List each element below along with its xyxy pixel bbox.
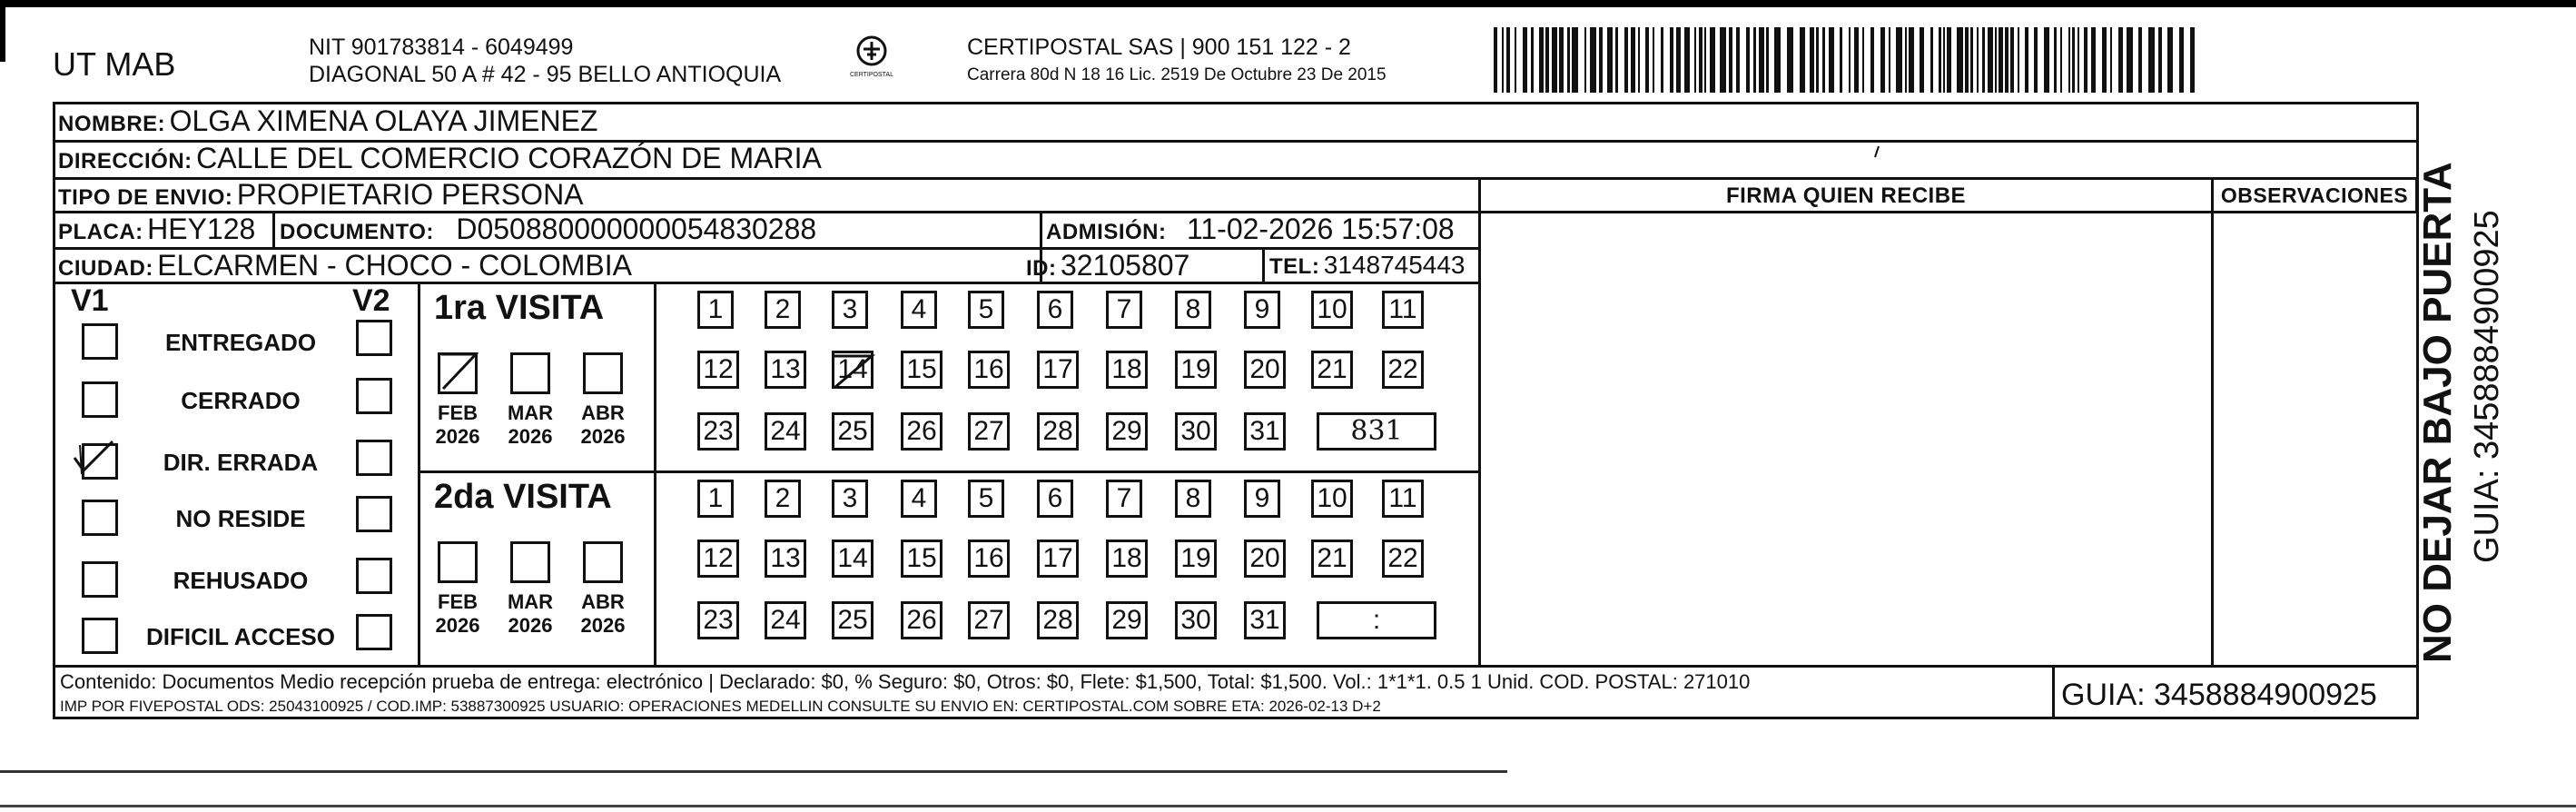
barcode-bar (1607, 27, 1613, 93)
day-box[interactable]: 10 (1311, 480, 1353, 518)
day-box[interactable]: 21 (1311, 351, 1353, 389)
barcode-bar (1502, 27, 1504, 93)
side-guia-wrap (2468, 109, 2513, 563)
barcode-bar (1653, 27, 1654, 93)
month-name: MAR (507, 401, 554, 424)
documento-value: D050880000000054830288 (456, 213, 817, 245)
barcode-bar (1736, 27, 1740, 93)
day-box[interactable]: 25 (832, 601, 873, 639)
barcode-bar (1699, 27, 1703, 93)
barcode-bar (1862, 27, 1864, 93)
barcode-bar (2084, 27, 2087, 93)
barcode-bar (1645, 27, 1649, 93)
tipo-row (58, 178, 584, 212)
month-year: 2026 (435, 425, 480, 448)
barcode-bar (1943, 27, 1945, 93)
day-box[interactable]: 12 (697, 351, 739, 389)
v2-label: V2 (352, 283, 390, 318)
day-box[interactable]: 6 (1037, 480, 1073, 518)
id-label: ID: (1026, 256, 1057, 281)
day-box[interactable]: 13 (765, 540, 806, 578)
month-name: ABR (581, 401, 625, 424)
month-year: 2026 (508, 425, 553, 448)
direccion-value: CALLE DEL COMERCIO CORAZÓN DE MARIA (196, 142, 822, 174)
documento-label: DOCUMENTO: (280, 220, 434, 244)
time-box[interactable]: : (1317, 601, 1436, 639)
admision-row (1046, 213, 1455, 246)
left-edge (0, 7, 5, 62)
status-option-label: ENTREGADO (164, 329, 317, 356)
day-box[interactable]: 18 (1106, 540, 1148, 578)
admision-value: 11-02-2026 15:57:08 (1186, 213, 1455, 245)
certipostal-logo (849, 33, 894, 78)
barcode-bar (1572, 27, 1578, 93)
month-checkbox[interactable] (438, 352, 478, 394)
day-box[interactable]: 31 (1244, 601, 1286, 639)
day-box[interactable]: 5 (968, 291, 1004, 329)
footer-guia: GUIA: 3458884900925 (2061, 678, 2377, 712)
day-box[interactable]: 26 (901, 601, 943, 639)
barcode-bar (1552, 27, 1557, 93)
id-value: 32105807 (1060, 249, 1190, 282)
day-box[interactable]: 29 (1106, 601, 1148, 639)
placa-row (58, 213, 255, 246)
day-box[interactable]: 17 (1037, 540, 1079, 578)
logo-lettering: CERTIPOSTAL (850, 72, 893, 78)
day-box[interactable]: 1 (697, 480, 734, 518)
day-box[interactable]: 15 (901, 540, 943, 578)
direccion-row (58, 142, 822, 175)
placa-label: PLACA: (58, 220, 143, 244)
barcode-bar (2025, 27, 2028, 93)
scan-edge (0, 770, 1507, 773)
v1-checkbox[interactable] (82, 443, 118, 480)
v2-checkbox[interactable] (356, 378, 392, 414)
barcode-bar (1539, 27, 1544, 93)
day-box[interactable]: 9 (1244, 291, 1280, 329)
day-box[interactable]: 24 (765, 412, 806, 451)
certipostal-id: CERTIPOSTAL SAS | 900 151 122 - 2 (967, 35, 1351, 60)
barcode-bar (1982, 27, 1985, 93)
day-box[interactable]: 21 (1311, 540, 1353, 578)
month-checkbox[interactable] (510, 352, 550, 394)
barcode-bar (2102, 27, 2107, 93)
time-box[interactable]: 831 (1317, 412, 1436, 451)
barcode-bar (2179, 27, 2184, 93)
day-box[interactable]: 3 (832, 291, 868, 329)
barcode-bar (1661, 27, 1663, 93)
ciudad-label: CIUDAD: (58, 256, 153, 281)
barcode-bar (1787, 27, 1793, 93)
barcode-bar (1670, 27, 1673, 93)
tipo-label: TIPO DE ENVIO: (58, 185, 233, 210)
footer-contenido: Contenido: Documentos Medio recepción prueba de entrega: electrónico | Declarado: $0, % Seguro: $0, Otros: $0, Flete: $1,500, Total: $1,500. Vol.: 1*1*1. 0.5 1 Unid. COD. POSTAL: 271010 (60, 670, 1751, 693)
side-texts (2415, 118, 2470, 663)
barcode-bar (2044, 27, 2049, 93)
month-name: MAR (507, 590, 554, 613)
month-label (430, 401, 485, 449)
barcode-bar (1889, 27, 1890, 93)
barcode-bar (2072, 27, 2075, 93)
id-row (1026, 249, 1189, 282)
v1-label: V1 (71, 283, 109, 318)
company-address: DIAGONAL 50 A # 42 - 95 BELLO ANTIOQUIA (309, 62, 782, 87)
barcode-bar (1840, 27, 1842, 93)
day-box[interactable]: 22 (1382, 540, 1424, 578)
barcode-bar (1849, 27, 1851, 93)
barcode-bar (1800, 27, 1805, 93)
side-warning: NO DEJAR BAJO PUERTA (2415, 162, 2460, 663)
barcode-bar (1947, 27, 1951, 93)
day-box[interactable]: 12 (697, 540, 739, 578)
visit1-title: 1ra VISITA (434, 289, 605, 327)
day-box[interactable]: 8 (1175, 480, 1211, 518)
barcode-bar (1559, 27, 1564, 93)
barcode-bar (1766, 27, 1769, 93)
day-box[interactable]: 2 (765, 291, 801, 329)
barcode-bar (1567, 27, 1570, 93)
barcode-bar (1684, 27, 1690, 93)
month-name: FEB (438, 590, 478, 613)
barcode-bar (2010, 27, 2014, 93)
month-label (503, 401, 558, 449)
day-box[interactable]: 24 (765, 601, 806, 639)
barcode-bar (1939, 27, 1941, 93)
day-box[interactable]: 8 (1175, 291, 1211, 329)
day-box[interactable]: 7 (1106, 291, 1142, 329)
v1-checkbox[interactable] (82, 500, 118, 536)
tel-label: TEL: (1269, 254, 1320, 279)
firma-header: FIRMA QUIEN RECIBE (1725, 183, 1967, 208)
day-box[interactable]: 3 (832, 480, 868, 518)
barcode-bar (1638, 27, 1640, 93)
day-box[interactable]: 11 (1382, 480, 1424, 518)
barcode-bar (1896, 27, 1902, 93)
month-year: 2026 (508, 614, 553, 637)
v2-checkbox[interactable] (356, 558, 392, 594)
pen-mark (1872, 145, 1881, 158)
month-label (503, 590, 558, 638)
day-box[interactable]: 31 (1244, 412, 1286, 451)
month-checkbox[interactable] (583, 352, 623, 394)
month-year: 2026 (580, 425, 626, 448)
day-box[interactable]: 15 (901, 351, 943, 389)
day-box[interactable]: 9 (1244, 480, 1280, 518)
day-box[interactable]: 29 (1106, 412, 1148, 451)
month-label (430, 590, 485, 638)
barcode-bar (1624, 27, 1628, 93)
month-name: ABR (581, 590, 625, 613)
barcode-bar (2091, 27, 2096, 93)
status-option-label: NO RESIDE (175, 505, 306, 532)
status-option-label: CERRADO (181, 387, 301, 414)
certipostal-license: Carrera 80d N 18 16 Lic. 2519 De Octubre 23 De 2015 (967, 65, 1387, 84)
status-option-label: DIFICIL ACCESO (145, 623, 335, 650)
barcode-bar (1822, 27, 1825, 93)
barcode-bar (2138, 27, 2142, 93)
barcode-bar (2127, 27, 2133, 93)
status-option-label: REHUSADO (173, 567, 309, 594)
status-option-label: DIR. ERRADA (163, 449, 319, 476)
direccion-label: DIRECCIÓN: (58, 149, 192, 173)
barcode-bar (1774, 27, 1781, 93)
barcode-bar (1753, 27, 1756, 93)
nombre-value: OLGA XIMENA OLAYA JIMENEZ (169, 104, 598, 137)
day-box[interactable]: 26 (901, 412, 943, 451)
top-border (0, 0, 2576, 7)
day-box[interactable]: 17 (1037, 351, 1079, 389)
month-checkbox[interactable] (583, 541, 623, 583)
barcode-bar (2190, 27, 2195, 93)
placa-value: HEY128 (147, 213, 256, 245)
barcode-bar (1870, 27, 1874, 93)
barcode-bar (1494, 27, 1497, 93)
tipo-value: PROPIETARIO PERSONA (236, 178, 584, 211)
barcode-bar (1615, 27, 1618, 93)
barcode-bar (1710, 27, 1715, 93)
v1-checkbox[interactable] (82, 561, 118, 598)
barcode-bar (1970, 27, 1973, 93)
visit2-title: 2da VISITA (434, 478, 612, 516)
nombre-row (58, 104, 597, 138)
ciudad-value: ELCARMEN - CHOCO - COLOMBIA (157, 249, 632, 282)
barcode-bar (1584, 27, 1586, 93)
barcode-bar (2110, 27, 2112, 93)
day-box[interactable]: 23 (697, 412, 739, 451)
barcode-bar (1694, 27, 1696, 93)
barcode-bar (1599, 27, 1603, 93)
day-box[interactable]: 14 (832, 540, 873, 578)
barcode-bar (2034, 27, 2038, 93)
day-box[interactable]: 20 (1244, 351, 1286, 389)
barcode-bar (2118, 27, 2123, 93)
barcode-bar (1531, 27, 1534, 93)
day-box[interactable]: 13 (765, 351, 806, 389)
barcode-bar (2060, 27, 2062, 93)
barcode-bar (1920, 27, 1924, 93)
month-year: 2026 (580, 614, 626, 637)
scan-edge-bottom (0, 805, 2576, 807)
barcode-bar (2158, 27, 2162, 93)
observaciones-header: OBSERVACIONES (2220, 183, 2409, 207)
side-guia: GUIA: 3458884900925 (2468, 210, 2506, 563)
day-box[interactable]: 30 (1175, 412, 1217, 451)
day-box[interactable]: 7 (1106, 480, 1142, 518)
day-box[interactable]: 30 (1175, 601, 1217, 639)
v1-checkbox[interactable] (82, 323, 118, 360)
barcode-bar (1854, 27, 1859, 93)
barcode-bar (1676, 27, 1681, 93)
day-box[interactable]: 16 (968, 351, 1010, 389)
month-checkbox[interactable] (438, 541, 478, 583)
barcode-bar (1988, 27, 1993, 93)
documento-row (280, 213, 816, 246)
barcode-bar (1523, 27, 1527, 93)
barcode-bar (1704, 27, 1706, 93)
barcode-bar (1965, 27, 1969, 93)
day-box[interactable]: 19 (1175, 351, 1217, 389)
nombre-label: NOMBRE: (58, 112, 166, 136)
barcode-bar (1810, 27, 1814, 93)
ciudad-row (58, 249, 632, 282)
barcode-bar (1746, 27, 1750, 93)
barcode-bar (1545, 27, 1549, 93)
v2-checkbox[interactable] (356, 440, 392, 476)
day-box[interactable]: 14 (832, 351, 873, 389)
day-box[interactable]: 23 (697, 601, 739, 639)
day-box[interactable]: 18 (1106, 351, 1148, 389)
barcode-bar (1999, 27, 2003, 93)
admision-label: ADMISIÓN: (1046, 220, 1167, 244)
barcode-bar (1720, 27, 1726, 93)
day-box[interactable]: 4 (901, 480, 937, 518)
barcode-bar (1759, 27, 1764, 93)
day-box[interactable]: 4 (901, 291, 937, 329)
v1-checkbox[interactable] (82, 381, 118, 418)
company-name: UT MAB (53, 45, 176, 83)
barcode-bar (1977, 27, 1979, 93)
barcode-bar (1590, 27, 1596, 93)
day-box[interactable]: 16 (968, 540, 1010, 578)
barcode-bar (2148, 27, 2155, 93)
day-box[interactable]: 27 (968, 601, 1010, 639)
barcode-bar (1729, 27, 1732, 93)
v2-checkbox[interactable] (356, 496, 392, 532)
barcode-bar (2078, 27, 2079, 93)
day-box[interactable]: 1 (697, 291, 734, 329)
month-label (576, 590, 630, 638)
day-box[interactable]: 25 (832, 412, 873, 451)
day-box[interactable]: 10 (1311, 291, 1353, 329)
v2-checkbox[interactable] (356, 614, 392, 650)
barcode-bar (1880, 27, 1885, 93)
barcode-bar (1957, 27, 1963, 93)
day-box[interactable]: 28 (1037, 601, 1079, 639)
barcode-bar (2018, 27, 2019, 93)
barcode-bar (1909, 27, 1914, 93)
barcode-bar (2054, 27, 2057, 93)
barcode-bar (1930, 27, 1933, 93)
barcode-bar (1631, 27, 1635, 93)
day-box[interactable]: 2 (765, 480, 801, 518)
v2-checkbox[interactable] (356, 320, 392, 356)
day-box[interactable]: 6 (1037, 291, 1073, 329)
month-label (576, 401, 630, 449)
company-nit: NIT 901783814 - 6049499 (309, 35, 574, 60)
barcode-bar (1995, 27, 1997, 93)
day-box[interactable]: 27 (968, 412, 1010, 451)
month-year: 2026 (435, 614, 480, 637)
footer-imp: IMP POR FIVEPOSTAL ODS: 25043100925 / COD.IMP: 53887300925 USUARIO: OPERACIONES MEDELLIN CONSULTE SU ENVIO EN: CERTIPOSTAL.COM SOBRE ETA: 2026-02-13 D+2 (60, 698, 1381, 715)
barcode-bar (2167, 27, 2173, 93)
barcode-bar (2068, 27, 2070, 93)
barcode-bar (1515, 27, 1516, 93)
tel-row (1269, 251, 1466, 280)
barcode-bar (1506, 27, 1510, 93)
month-checkbox[interactable] (510, 541, 550, 583)
month-name: FEB (438, 401, 478, 424)
barcode-bar (2005, 27, 2008, 93)
day-box[interactable]: 20 (1244, 540, 1286, 578)
v1-checkbox[interactable] (82, 618, 118, 654)
day-box[interactable]: 11 (1382, 291, 1424, 329)
tel-value: 3148745443 (1323, 251, 1466, 279)
barcode-bar (1905, 27, 1907, 93)
barcode-bar (1829, 27, 1834, 93)
day-box[interactable]: 22 (1382, 351, 1424, 389)
day-box[interactable]: 19 (1175, 540, 1217, 578)
day-box[interactable]: 28 (1037, 412, 1079, 451)
barcode (1494, 27, 2197, 95)
barcode-bar (1816, 27, 1819, 93)
day-box[interactable]: 5 (968, 480, 1004, 518)
